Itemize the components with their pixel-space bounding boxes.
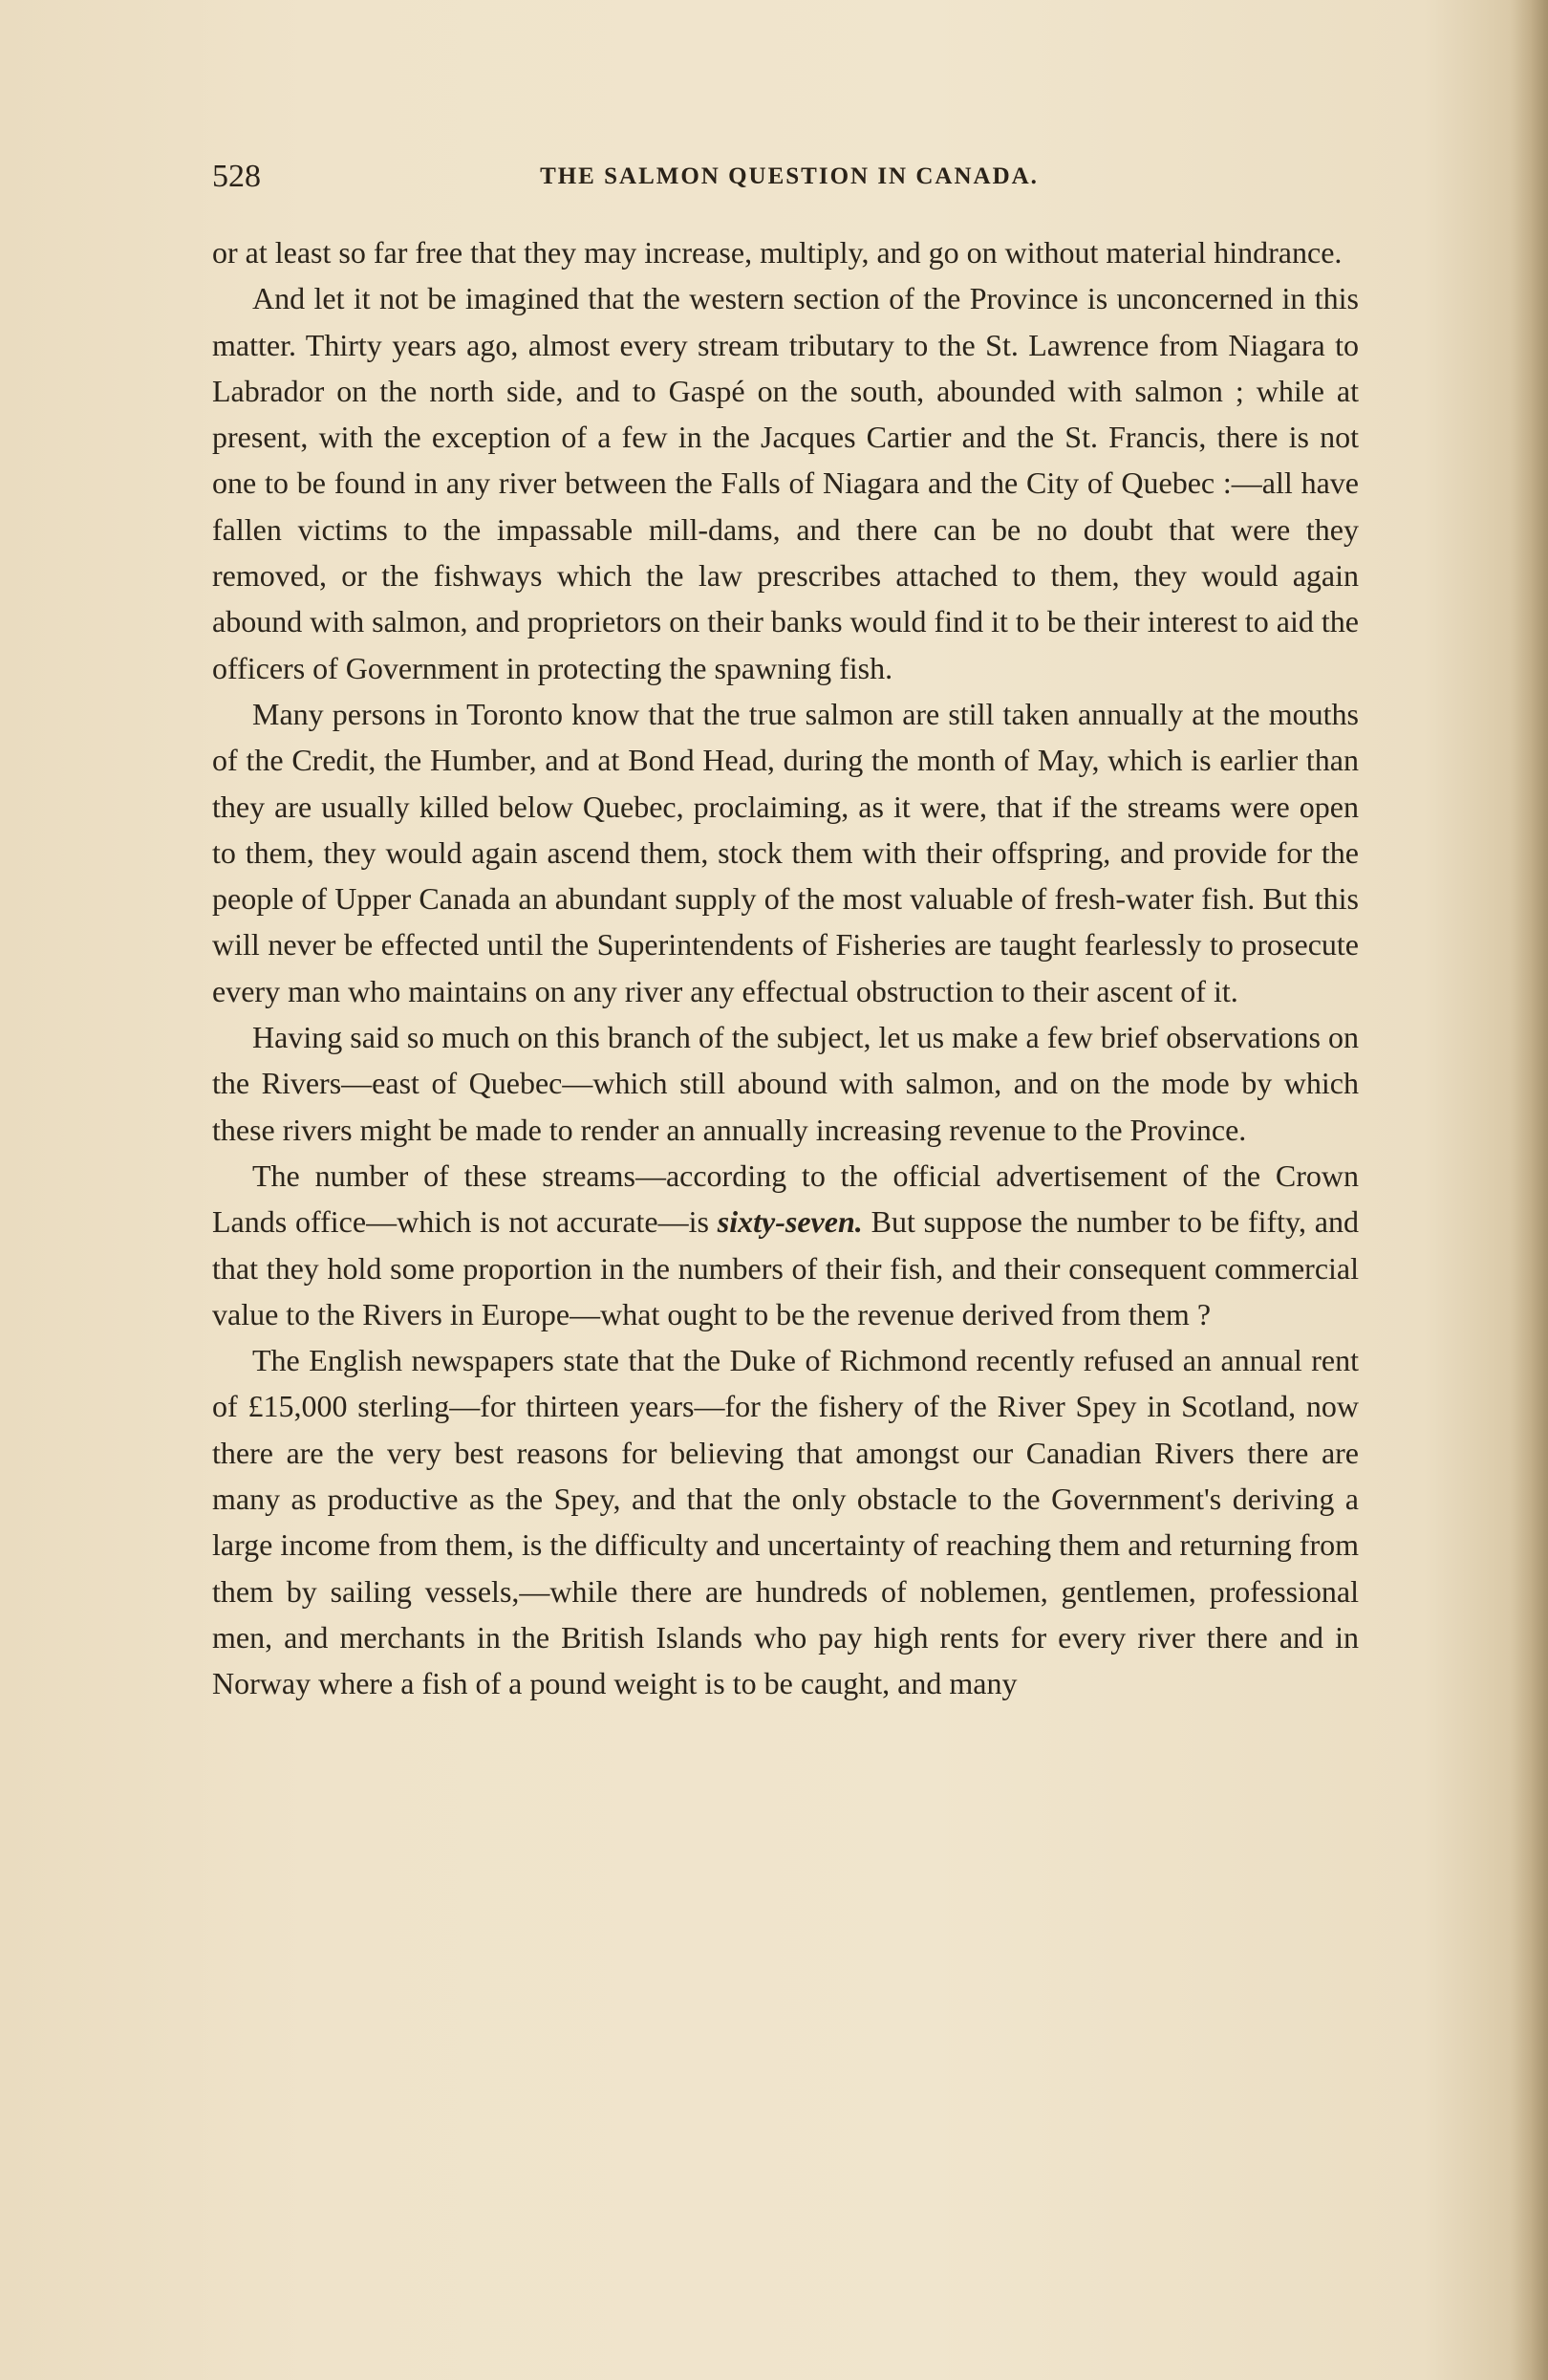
paragraph-5-text-after: But suppose the number to be fifty, and that they hold some proportion in the numbers of their fish, and their consequent commercial value to the Rivers in Europe—what ought to be the revenue derived from them ? (212, 1204, 1359, 1331)
paragraph-5-text-before: The number of these streams—according to the official advertisement of the Crown Lands office—which is not accurate—is (212, 1158, 1359, 1240)
page-binding-shadow (1510, 0, 1548, 2380)
paragraph-5-emphasis: sixty-seven. (717, 1204, 863, 1240)
paragraph-1: or at least so far free that they may increase, multiply, and go on without material hindrance. (212, 235, 1343, 270)
paragraph-4: Having said so much on this branch of the subject, let us make a few brief observations on the Rivers—east of Quebec—which still abound with salmon, and on the mode by which these rivers might be made to render an annually increasing revenue to the Province. (212, 1020, 1359, 1147)
paragraph-6: The English newspapers state that the Duke of Richmond recently refused an annual rent of £15,000 sterling—for thirteen years—for the fishery of the River Spey in Scotland, now there are the very best reasons for believing that amongst our Canadian Rivers there are many as productive as the Spey, and that the only obstacle to the Government's deriving a large income from them, is the difficulty and uncertainty of reaching them and returning from them by sailing vessels,—while there are hundreds of noblemen, gentlemen, professional men, and merchants in the British Islands who pay high rents for every river there and in Norway where a fish of a pound weight is to be caught, and many (212, 1343, 1359, 1701)
page-number: 528 (212, 159, 261, 194)
body-text (212, 229, 1359, 1707)
paragraph-3: Many persons in Toronto know that the true salmon are still taken annually at the mouths of the Credit, the Humber, and at Bond Head, during the month of May, which is earlier than they are usually killed below Quebec, proclaiming, as it were, that if the streams were open to them, they would again ascend them, stock them with their offspring, and provide for the people of Upper Canada an abundant supply of the most valuable of fresh-water fish. But this will never be effected until the Superintendents of Fisheries are taught fearlessly to prosecute every man who maintains on any river any effectual obstruction to their ascent of it. (212, 696, 1359, 1008)
paragraph-5 (212, 1153, 1359, 1337)
paragraph-2: And let it not be imagined that the western section of the Province is unconcerned in this matter. Thirty years ago, almost every stream tributary to the St. Lawrence from Niagara to Labrador on the north side, and to Gaspé on the south, abounded with salmon ; while at present, with the exception of a few in the Jacques Cartier and the St. Francis, there is not one to be found in any river between the Falls of Niagara and the City of Quebec :—all have fallen victims to the impassable mill-dams, and there can be no doubt that were they removed, or the fishways which the law prescribes attached to them, they would again abound with salmon, and proprietors on their banks would find it to be their interest to aid the officers of Government in protecting the spawning fish. (212, 281, 1359, 685)
page-header (212, 153, 1366, 201)
running-title: THE SALMON QUESTION IN CANADA. (540, 163, 1039, 189)
